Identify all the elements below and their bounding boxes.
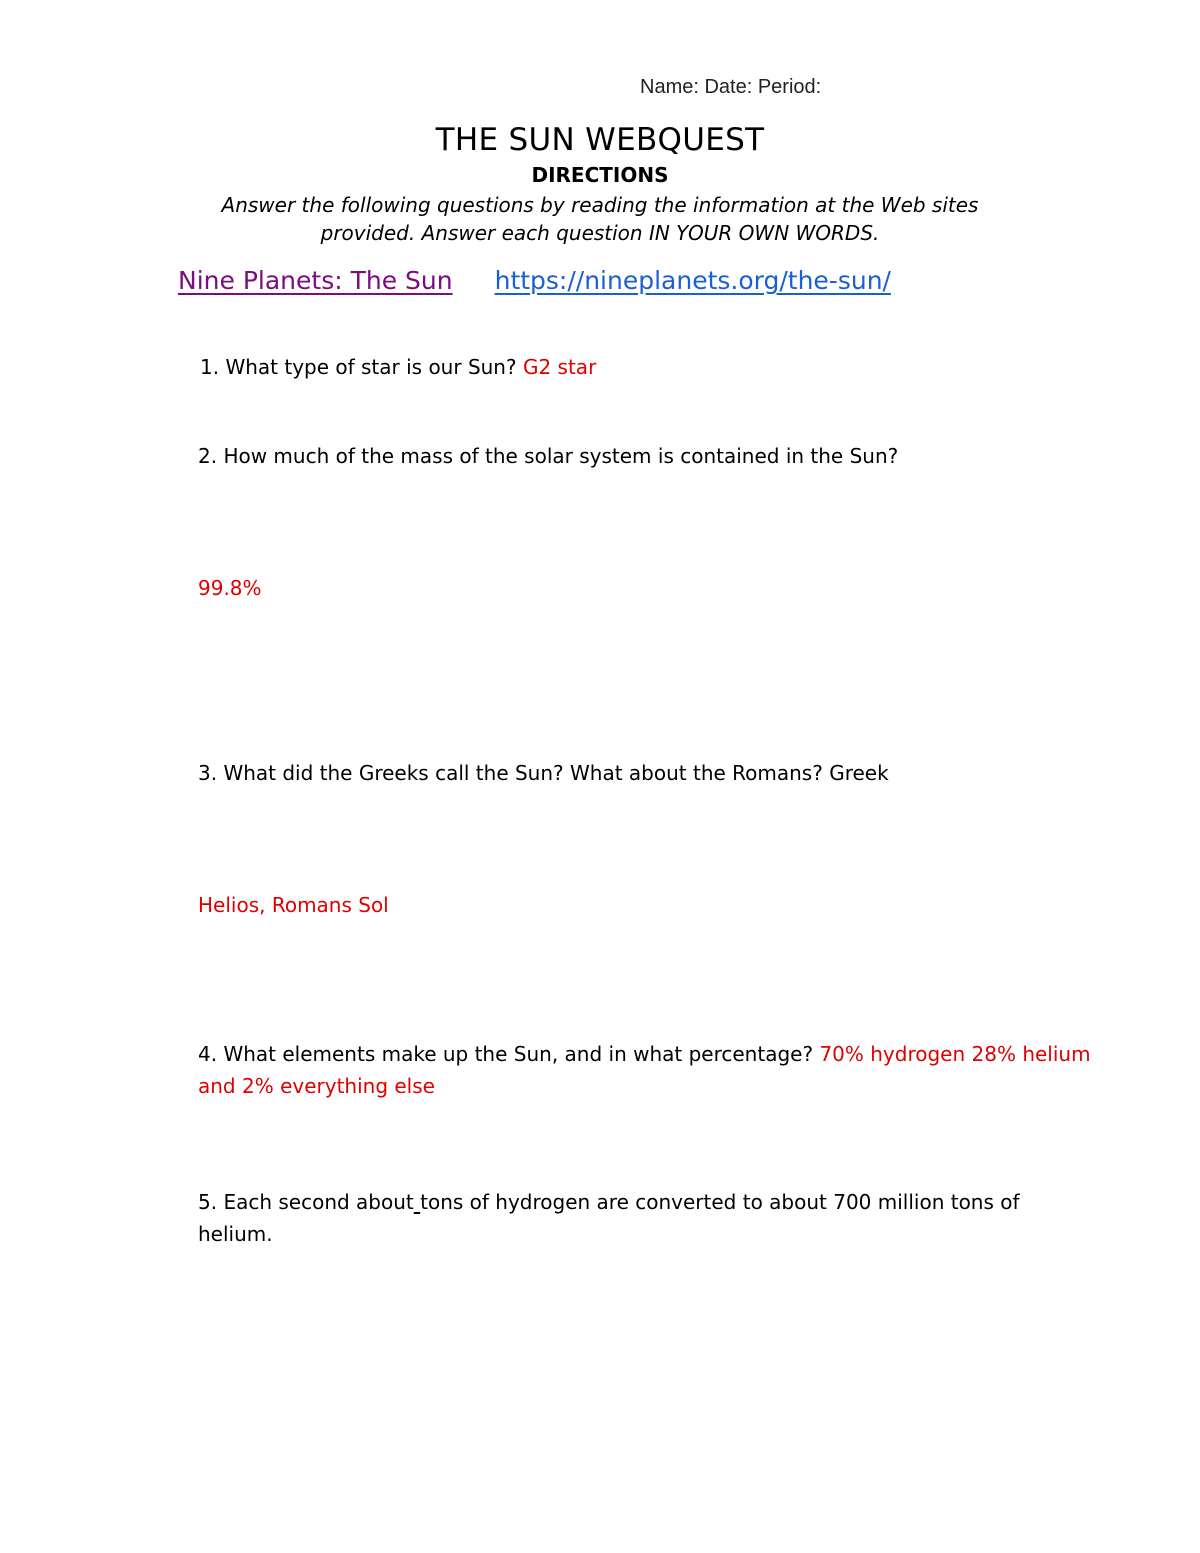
question-5 [198, 1186, 1020, 1250]
instructions-line-1: Answer the following questions by reading the information at the Web sites [221, 193, 979, 217]
instructions [0, 191, 1200, 247]
question-1-text: 1. What type of star is our Sun? [200, 355, 517, 379]
question-1 [200, 355, 596, 379]
question-5-text-line-2: helium. [198, 1222, 273, 1246]
source-url-link[interactable]: https://nineplanets.org/the-sun/ [494, 266, 891, 295]
question-4-text: 4. What elements make up the Sun, and in what percentage? [198, 1042, 814, 1066]
question-3 [198, 761, 889, 785]
question-3-answer: Helios, Romans Sol [198, 893, 389, 917]
question-3-text: 3. What did the Greeks call the Sun? What about the Romans? Greek [198, 761, 889, 785]
page-title: THE SUN WEBQUEST [435, 122, 765, 158]
name-date-period-line: Name: Date: Period: [640, 76, 822, 98]
question-4 [198, 1038, 1091, 1102]
instructions-line-2: provided. Answer each question IN YOUR OWN WORDS. [320, 221, 880, 245]
question-1-answer: G2 star [522, 355, 597, 379]
question-4-answer-line-2: and 2% everything else [198, 1074, 435, 1098]
source-name-link[interactable]: Nine Planets: The Sun [178, 266, 453, 295]
question-2 [198, 444, 898, 468]
question-2-text: 2. How much of the mass of the solar system is contained in the Sun? [198, 444, 899, 468]
question-5-text-after: tons of hydrogen are converted to about 700 million tons of [420, 1190, 1020, 1214]
source-line [178, 266, 891, 295]
directions-heading: DIRECTIONS [531, 163, 669, 187]
question-4-answer-line-1: 70% hydrogen 28% helium [819, 1042, 1091, 1066]
question-2-answer: 99.8% [198, 576, 262, 600]
question-5-text-before: 5. Each second about [198, 1190, 414, 1214]
